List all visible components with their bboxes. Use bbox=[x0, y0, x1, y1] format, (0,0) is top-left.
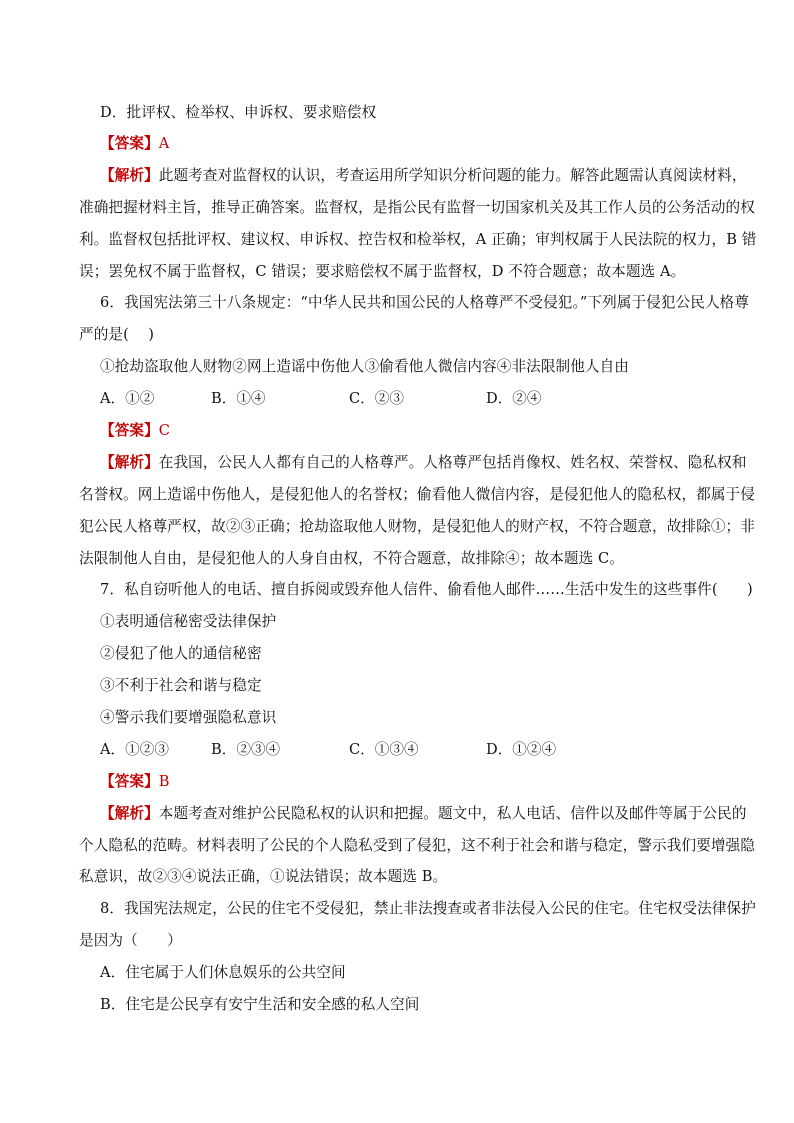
q6-option-d: D．②④ bbox=[486, 390, 542, 407]
q6-answer: 【答案】C bbox=[100, 422, 171, 439]
q5-analysis-line-4: 误；罢免权不属于监督权，C 错误；要求赔偿权不属于监督权，D 不符合题意；故本题选 A。 bbox=[79, 263, 686, 280]
q7-statement-4: ④警示我们要增强隐私意识 bbox=[100, 709, 277, 726]
q8-stem-line-1: 8．我国宪法规定，公民的住宅不受侵犯，禁止非法搜查或者非法侵入公民的住宅。住宅权受法律保护 bbox=[100, 900, 756, 917]
q6-statements: ①抢劫盗取他人财物②网上造谣中伤他人③偷看他人微信内容④非法限制他人自由 bbox=[100, 358, 629, 375]
q6-analysis-line-1: 【解析】在我国，公民人人都有自己的人格尊严。人格尊严包括肖像权、姓名权、荣誉权、隐私权和 bbox=[100, 454, 747, 471]
q7-analysis-line-3: 私意识，故②③④说法正确，①说法错误；故本题选 B。 bbox=[79, 868, 448, 885]
q7-analysis-line-2: 个人隐私的范畴。材料表明了公民的个人隐私受到了侵犯，这不利于社会和谐与稳定，警示我们要增强隐 bbox=[79, 837, 755, 854]
q6-option-a: A．①② bbox=[100, 390, 155, 407]
q8-stem-line-2: 是因为（ ） bbox=[79, 932, 182, 949]
q7-option-d: D．①②④ bbox=[486, 741, 557, 758]
q6-analysis-line-3: 犯公民人格尊严权，故②③正确；抢劫盗取他人财物，是侵犯他人的财产权，不符合题意，故排除①；非 bbox=[79, 518, 755, 535]
answer-value: A bbox=[158, 135, 170, 152]
answer-tag: 【答案】 bbox=[100, 135, 159, 152]
q7-statement-2: ②侵犯了他人的通信秘密 bbox=[100, 645, 262, 662]
q7-statement-3: ③不利于社会和谐与稳定 bbox=[100, 677, 262, 694]
q7-option-a: A．①②③ bbox=[100, 741, 169, 758]
q6-analysis-line-4: 法限制他人自由，是侵犯他人的人身自由权，不符合题意，故排除④；故本题选 C。 bbox=[79, 550, 624, 567]
q7-option-b: B．②③④ bbox=[211, 741, 281, 758]
q6-stem-line-2: 严的是( ) bbox=[79, 326, 155, 343]
q8-option-a: A．住宅属于人们休息娱乐的公共空间 bbox=[100, 964, 346, 981]
q5-analysis-line-2: 准确把握材料主旨，推导正确答案。监督权，是指公民有监督一切国家机关及其工作人员的公务活动的权 bbox=[79, 199, 755, 216]
q7-answer: 【答案】B bbox=[100, 773, 170, 790]
q7-stem: 7．私自窃听他人的电话、擅自拆阅或毁弃他人信件、偷看他人邮件……生活中发生的这些事件( ) bbox=[100, 581, 753, 598]
q7-statement-1: ①表明通信秘密受法律保护 bbox=[100, 613, 277, 630]
q6-option-b: B．①④ bbox=[211, 390, 266, 407]
q5-answer bbox=[100, 134, 730, 154]
q5-analysis-line-1: 【解析】此题考查对监督权的认识，考查运用所学知识分析问题的能力。解答此题需认真阅读材料， bbox=[100, 167, 747, 184]
q7-option-c: C．①③④ bbox=[349, 741, 419, 758]
q6-option-c: C．②③ bbox=[349, 390, 404, 407]
q5-option-d: D．批评权、检举权、申诉权、要求赔偿权 bbox=[100, 104, 377, 121]
q5-analysis-line-3: 利。监督权包括批评权、建议权、申诉权、控告权和检举权，A 正确；审判权属于人民法院的权力，B 错 bbox=[79, 231, 757, 248]
q8-option-b: B．住宅是公民享有安宁生活和安全感的私人空间 bbox=[100, 996, 420, 1013]
q7-analysis-line-1: 【解析】本题考查对维护公民隐私权的认识和把握。题文中，私人电话、信件以及邮件等属于公民的 bbox=[100, 805, 747, 822]
q6-analysis-line-2: 名誉权。网上造谣中伤他人，是侵犯他人的名誉权；偷看他人微信内容，是侵犯他人的隐私权，都属于侵 bbox=[79, 486, 755, 503]
q6-stem-line-1: 6．我国宪法第三十八条规定：“中华人民共和国公民的人格尊严不受侵犯。”下列属于侵犯公民人格尊 bbox=[100, 294, 750, 311]
analysis-tag: 【解析】 bbox=[100, 167, 159, 184]
